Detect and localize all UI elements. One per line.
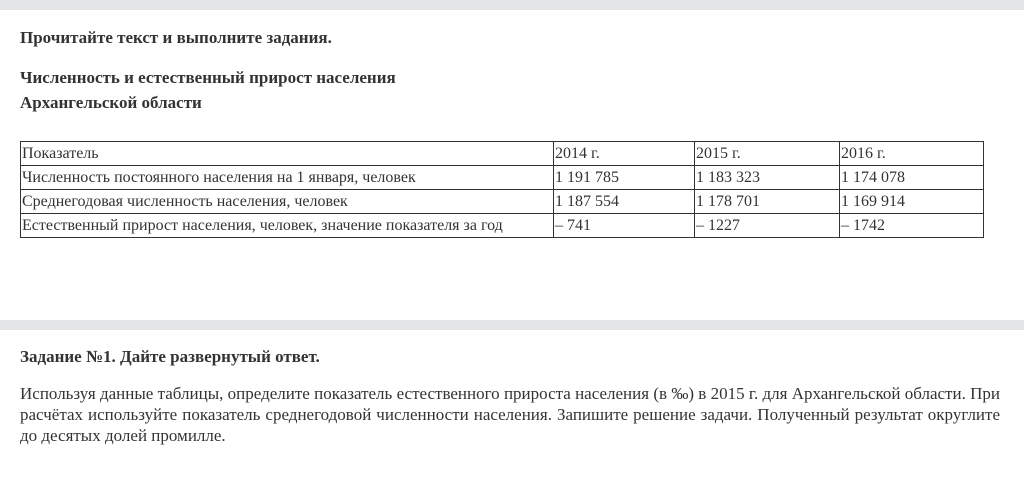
table-cell: Естественный прирост населения, человек, значение показателя за год — [21, 214, 554, 238]
header-cell: Показатель — [21, 142, 554, 166]
table-header-row — [21, 142, 984, 166]
task-heading: Задание №1. Дайте развернутый ответ. — [20, 347, 320, 366]
header-cell: 2014 г. — [554, 142, 695, 166]
table-cell: 1 169 914 — [840, 190, 984, 214]
text-block — [20, 28, 1000, 112]
top-divider — [0, 0, 1024, 10]
header-cell: 2015 г. — [695, 142, 840, 166]
instruction-heading: Прочитайте текст и выполните задания. — [20, 28, 332, 47]
table-cell: 1 187 554 — [554, 190, 695, 214]
table-cell: 1 191 785 — [554, 166, 695, 190]
table-row — [21, 190, 984, 214]
table-row — [21, 214, 984, 238]
table-cell: 1 178 701 — [695, 190, 840, 214]
table-cell: 1 174 078 — [840, 166, 984, 190]
header-cell: 2016 г. — [840, 142, 984, 166]
document-title — [20, 65, 396, 115]
table-row — [21, 166, 984, 190]
task-block — [20, 347, 1000, 446]
table-cell: – 741 — [554, 214, 695, 238]
table-cell: 1 183 323 — [695, 166, 840, 190]
title-line-2: Архангельской области — [20, 93, 202, 112]
task-text: Используя данные таблицы, определите показатель естественного прироста населения (в ‰) в 2015 г. для Архангельской области. При расчётах используйте показатель среднегодовой численности населения. Запишите решение задачи. Полученный результат округлите до десятых долей промилле. — [20, 384, 1000, 445]
table-cell: – 1742 — [840, 214, 984, 238]
population-table — [20, 141, 984, 238]
table-cell: – 1227 — [695, 214, 840, 238]
title-line-1: Численность и естественный прирост населения — [20, 68, 396, 87]
table-cell: Численность постоянного населения на 1 января, человек — [21, 166, 554, 190]
section-divider — [0, 320, 1024, 330]
table-cell: Среднегодовая численность населения, человек — [21, 190, 554, 214]
